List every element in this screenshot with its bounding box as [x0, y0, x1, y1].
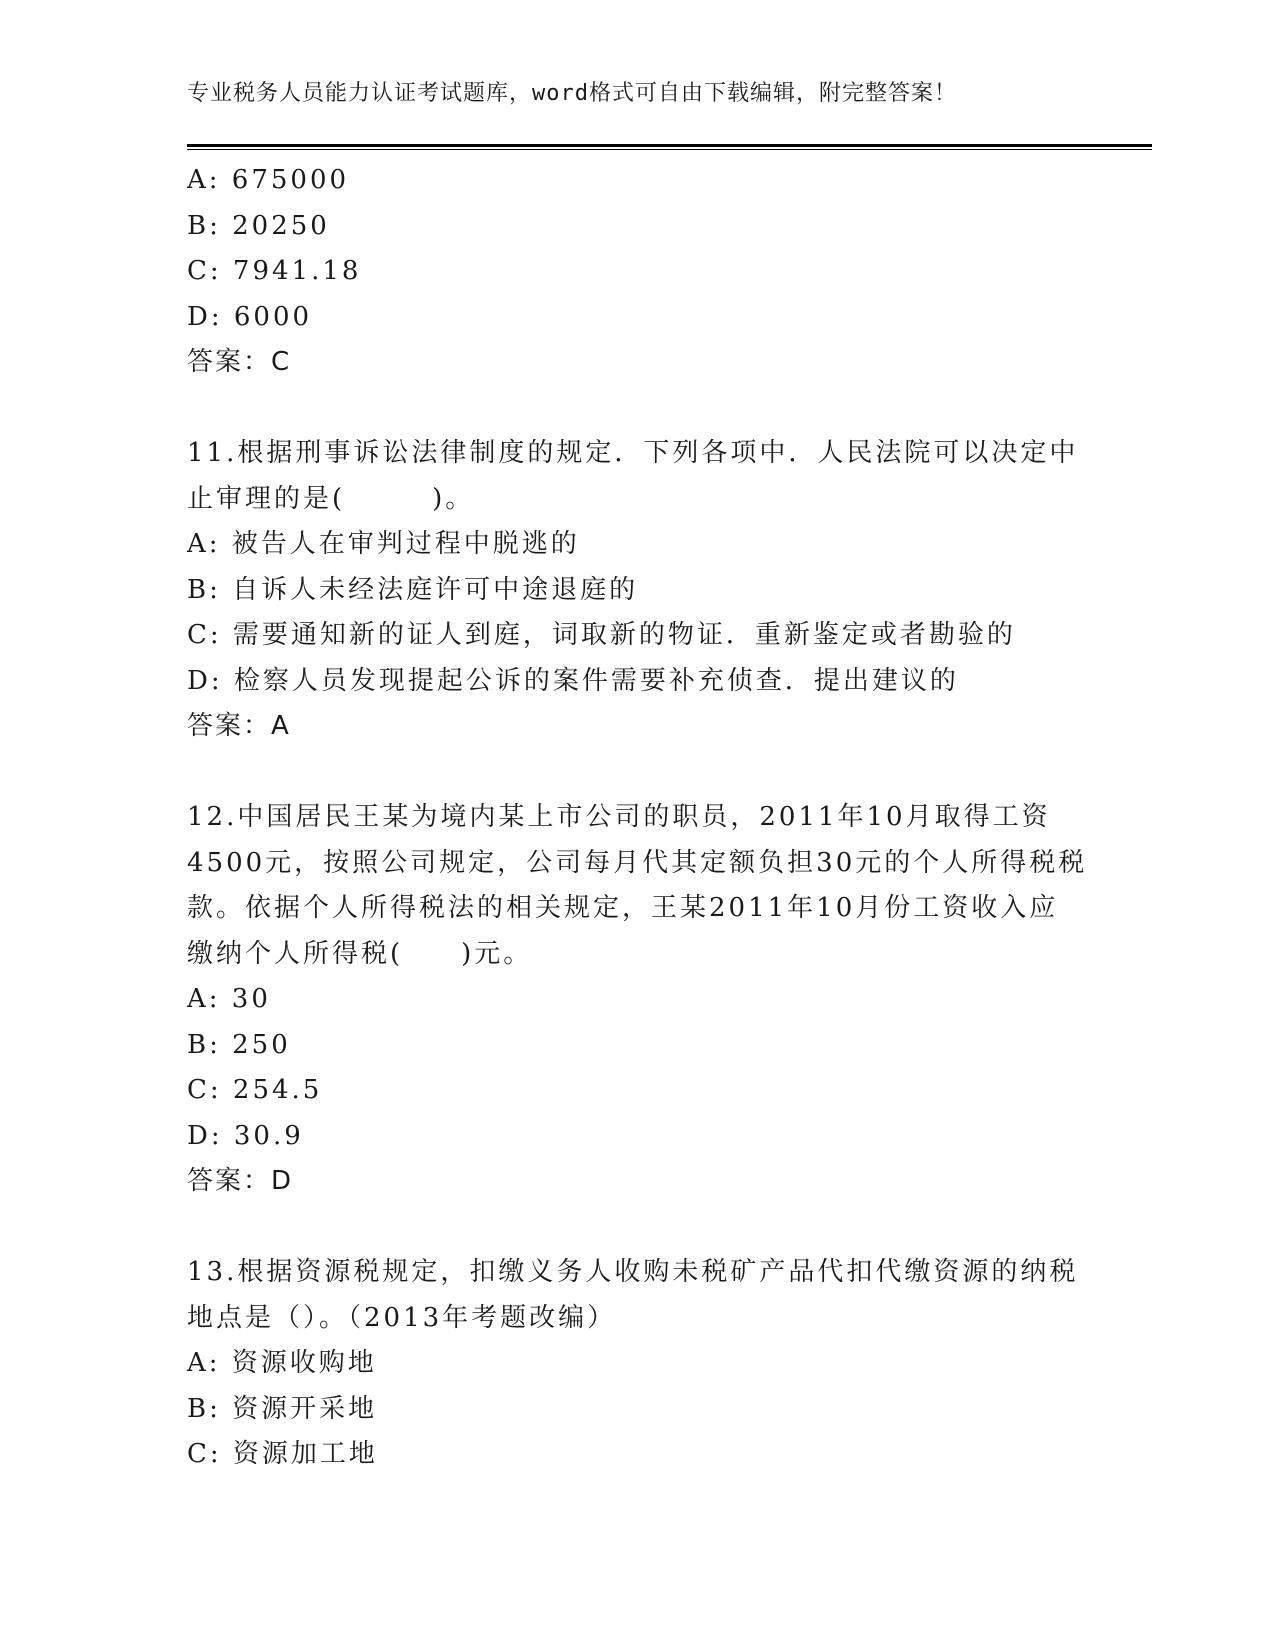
header-rule-thin: [187, 149, 1152, 150]
question-block: [187, 431, 1087, 750]
option-d: D: 30.9: [187, 1120, 304, 1151]
answer: 答案：A: [187, 711, 291, 741]
option-c: C: 资源加工地: [187, 1439, 378, 1469]
question-block: [187, 1250, 1087, 1478]
question-text: 11.根据刑事诉讼法律制度的规定．下列各项中．人民法院可以决定中: [187, 438, 1079, 468]
spacer: [187, 386, 1087, 432]
option-d: D: 6000: [187, 301, 313, 332]
question-text: 款。依据个人所得税法的相关规定，王某2011年10月份工资收入应: [187, 893, 1059, 923]
question-block: [187, 795, 1087, 1205]
question-text: 缴纳个人所得税( )元。: [187, 938, 533, 969]
question-list: [187, 158, 1087, 1478]
option-b: B: 资源开采地: [187, 1393, 378, 1424]
answer: 答案：D: [187, 1166, 294, 1196]
option-d: D: 检察人员发现提起公诉的案件需要补充侦查．提出建议的: [187, 665, 959, 696]
page-header: 专业税务人员能力认证考试题库，word格式可自由下载编辑，附完整答案！: [187, 81, 957, 106]
option-a: A: 被告人在审判过程中脱逃的: [187, 529, 580, 559]
option-c: C: 254.5: [187, 1075, 323, 1105]
option-b: B: 20250: [187, 210, 330, 241]
answer: 答案：C: [187, 347, 292, 377]
option-c: C: 需要通知新的证人到庭，词取新的物证．重新鉴定或者勘验的: [187, 620, 1016, 650]
option-b: B: 250: [187, 1029, 291, 1060]
spacer: [187, 1205, 1087, 1251]
question-text: 13.根据资源税规定，扣缴义务人收购未税矿产品代扣代缴资源的纳税: [187, 1257, 1079, 1287]
question-text: 4500元，按照公司规定，公司每月代其定额负担30元的个人所得税税: [187, 847, 1088, 878]
question-text: 12.中国居民王某为境内某上市公司的职员，2011年10月取得工资: [187, 802, 1051, 832]
option-b: B: 自诉人未经法庭许可中途退庭的: [187, 574, 639, 605]
question-block: [187, 158, 1087, 386]
spacer: [187, 750, 1087, 796]
header-rule-thick: [187, 144, 1152, 147]
option-a: A: 675000: [187, 165, 350, 195]
question-text: 止审理的是( )。: [187, 483, 475, 514]
option-c: C: 7941.18: [187, 256, 362, 286]
question-text: 地点是（）。（2013年考题改编）: [187, 1302, 617, 1333]
option-a: A: 30: [187, 984, 271, 1014]
option-a: A: 资源收购地: [187, 1348, 377, 1378]
